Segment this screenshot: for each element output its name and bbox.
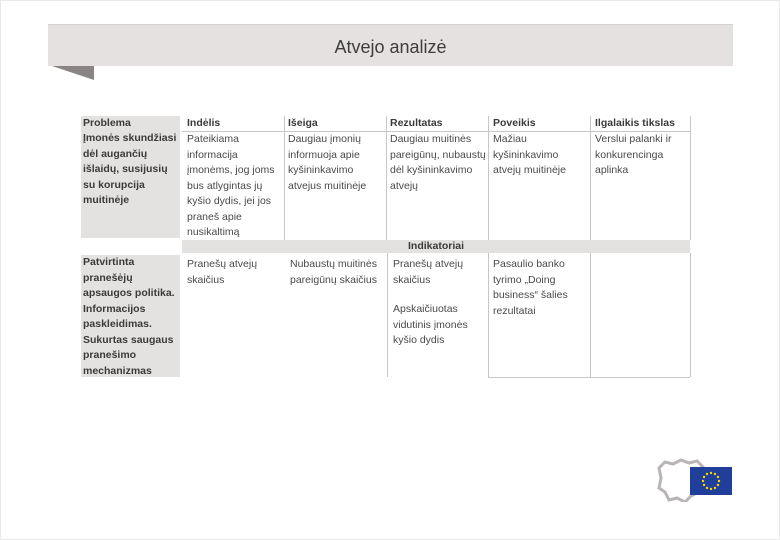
grid-line: [590, 253, 591, 377]
header-poveikis: Poveikis: [493, 117, 536, 129]
indicator-impact-cell: Pasaulio banko tyrimo „Doing business“ šalies rezultatai: [493, 258, 568, 317]
eu-flag-icon: [690, 467, 732, 495]
grid-line: [284, 116, 285, 240]
header-rezultatas: Rezultatas: [390, 117, 443, 129]
header-iseiga: Išeiga: [288, 117, 318, 129]
input-cell: Pateikiama informacija įmonėms, jog joms bus atlygintas jų kyšio dydis, jei jos praneš apie nusikaltimą: [187, 133, 275, 238]
long-term-goal-cell: Verslui palanki ir konkurencinga aplinka: [595, 133, 672, 176]
grid-line: [488, 253, 489, 377]
indicator-outcome-cell-b: Apskaičiuotas vidutinis įmonės kyšio dydis: [393, 303, 468, 346]
indicator-input-cell: Pranešų atvejų skaičius: [187, 258, 258, 286]
grid-line: [690, 253, 691, 377]
grid-line: [590, 116, 591, 240]
grid-line: [488, 377, 690, 378]
mechanism-cell: Patvirtinta pranešėjų apsaugos politika. Informacijos paskleidimas. Sukurtas saugaus pranešimo mechanizmas: [81, 255, 180, 377]
indicators-label: Indikatoriai: [407, 240, 464, 252]
indicators-bar: [182, 240, 690, 253]
grid-line: [386, 116, 387, 240]
title-bar: [48, 24, 733, 66]
output-cell: Daugiau įmonių informuoja apie kyšininkavimo atvejus muitinėje: [288, 133, 367, 192]
indicator-output-cell: Nubaustų muitinės pareigūnų skaičius: [290, 258, 377, 286]
grid-line: [690, 116, 691, 240]
header-ilgalaikis-tikslas: Ilgalaikis tikslas: [595, 117, 675, 129]
page-title: Atvejo analizė: [334, 37, 447, 57]
impact-cell: Mažiau kyšininkavimo atvejų muitinėje: [493, 133, 566, 176]
header-problema: Problema: [81, 116, 180, 131]
grid-line: [488, 116, 489, 240]
header-indelis: Indėlis: [187, 117, 221, 129]
outcome-cell: Daugiau muitinės pareigūnų, nubaustų dėl kyšininkavimo atvejų: [390, 133, 486, 192]
indicator-outcome-cell-a: Pranešų atvejų skaičius: [393, 258, 464, 286]
problem-cell: Įmonės skundžiasi dėl augančių išlaidų, susijusių su korupcija muitinėje: [81, 131, 180, 238]
grid-line: [387, 253, 388, 377]
